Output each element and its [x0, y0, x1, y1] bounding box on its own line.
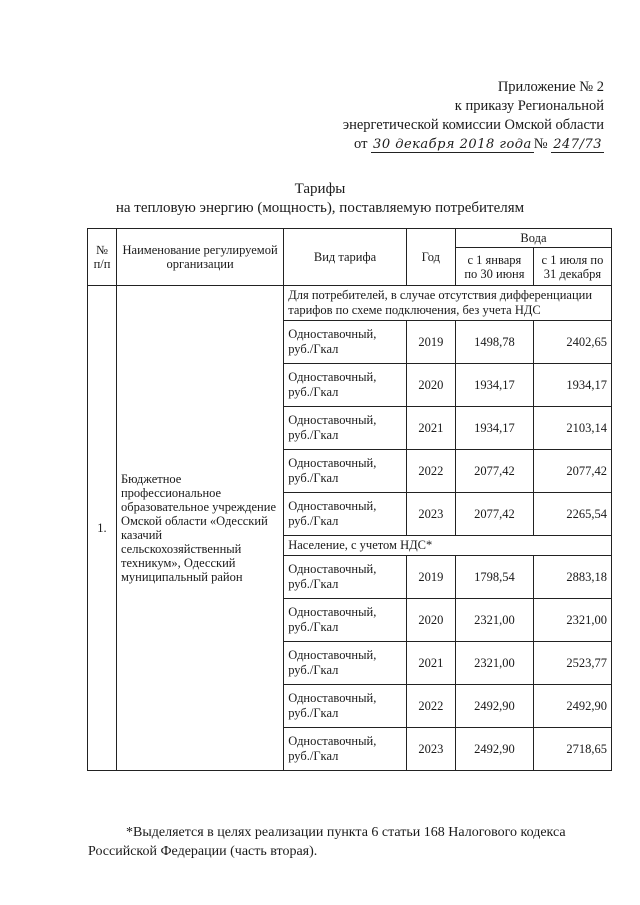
header-year: Год	[406, 229, 455, 286]
footnote: *Выделяется в целях реализации пункта 6 статьи 168 Налогового кодекса Российской Федерации (часть вторая).	[88, 825, 566, 859]
section-title: Для потребителей, в случае отсутствия дифференциации тарифов по схеме подключения, без учета НДС	[284, 286, 612, 321]
tariff-year: 2020	[406, 599, 455, 642]
tariff-year: 2023	[406, 728, 455, 771]
tariff-value-h2: 2321,00	[533, 599, 611, 642]
header-kind: Вид тарифа	[284, 229, 407, 286]
tariff-value-h2: 2718,65	[533, 728, 611, 771]
tariff-kind: Одноставочный, руб./Гкал	[284, 599, 407, 642]
tariff-year: 2019	[406, 556, 455, 599]
date-prefix: от	[354, 136, 368, 152]
tariff-kind: Одноставочный, руб./Гкал	[284, 685, 407, 728]
handwritten-number: 247/73	[553, 137, 602, 152]
tariff-kind: Одноставочный, руб./Гкал	[284, 728, 407, 771]
header-group: Вода	[455, 229, 611, 248]
number-prefix: №	[533, 136, 548, 152]
tariff-kind: Одноставочный, руб./Гкал	[284, 450, 407, 493]
tariff-value-h1: 2321,00	[455, 599, 533, 642]
tariff-kind: Одноставочный, руб./Гкал	[284, 321, 407, 364]
appendix-date-line	[343, 135, 604, 154]
appendix-line-1: Приложение № 2	[497, 79, 604, 95]
appendix-line-3: энергетической комиссии Омской области	[342, 117, 604, 133]
row-number: 1.	[88, 286, 117, 771]
tariff-value-h2: 2523,77	[533, 642, 611, 685]
tariff-year: 2022	[406, 450, 455, 493]
tariff-value-h2: 2077,42	[533, 450, 611, 493]
tariff-table	[87, 228, 612, 771]
tariff-value-h2: 2402,65	[533, 321, 611, 364]
title-line-1: Тарифы	[294, 181, 346, 197]
tariff-value-h1: 2492,90	[455, 685, 533, 728]
tariff-value-h2: 2265,54	[533, 493, 611, 536]
tariff-year: 2021	[406, 642, 455, 685]
section-title: Население, с учетом НДС*	[284, 536, 612, 556]
tariff-year: 2019	[406, 321, 455, 364]
tariff-year: 2020	[406, 364, 455, 407]
tariff-year: 2022	[406, 685, 455, 728]
section-row	[88, 286, 612, 321]
tariff-value-h1: 2321,00	[455, 642, 533, 685]
tariff-value-h1: 1934,17	[455, 407, 533, 450]
tariff-value-h1: 1498,78	[455, 321, 533, 364]
tariff-year: 2021	[406, 407, 455, 450]
tariff-value-h2: 2492,90	[533, 685, 611, 728]
tariff-value-h1: 2077,42	[455, 450, 533, 493]
table-header-row	[88, 229, 612, 248]
tariff-value-h1: 1934,17	[455, 364, 533, 407]
tariff-kind: Одноставочный, руб./Гкал	[284, 493, 407, 536]
appendix-line-2: к приказу Региональной	[454, 98, 604, 114]
header-period-1: с 1 января по 30 июня	[455, 248, 533, 286]
tariff-value-h2: 2883,18	[533, 556, 611, 599]
tariff-value-h1: 2492,90	[455, 728, 533, 771]
tariff-value-h2: 1934,17	[533, 364, 611, 407]
document-title	[0, 180, 640, 218]
tariff-kind: Одноставочный, руб./Гкал	[284, 407, 407, 450]
tariff-value-h2: 2103,14	[533, 407, 611, 450]
tariff-kind: Одноставочный, руб./Гкал	[284, 556, 407, 599]
handwritten-date: 30 декабря 2018 года	[373, 137, 532, 152]
appendix-header	[343, 78, 604, 154]
tariff-value-h1: 1798,54	[455, 556, 533, 599]
header-org: Наименование регулируемой организации	[116, 229, 283, 286]
tariff-kind: Одноставочный, руб./Гкал	[284, 642, 407, 685]
tariff-year: 2023	[406, 493, 455, 536]
table-body	[88, 286, 612, 771]
organization-name: Бюджетное профессиональное образовательное учреждение Омской области «Одесский казачий сельскохозяйственный техникум», Одесский муниципальный район	[116, 286, 283, 771]
header-num: № п/п	[88, 229, 117, 286]
tariff-value-h1: 2077,42	[455, 493, 533, 536]
title-line-2: на тепловую энергию (мощность), поставляемую потребителям	[115, 200, 525, 216]
header-period-2: с 1 июля по 31 декабря	[533, 248, 611, 286]
tariff-kind: Одноставочный, руб./Гкал	[284, 364, 407, 407]
